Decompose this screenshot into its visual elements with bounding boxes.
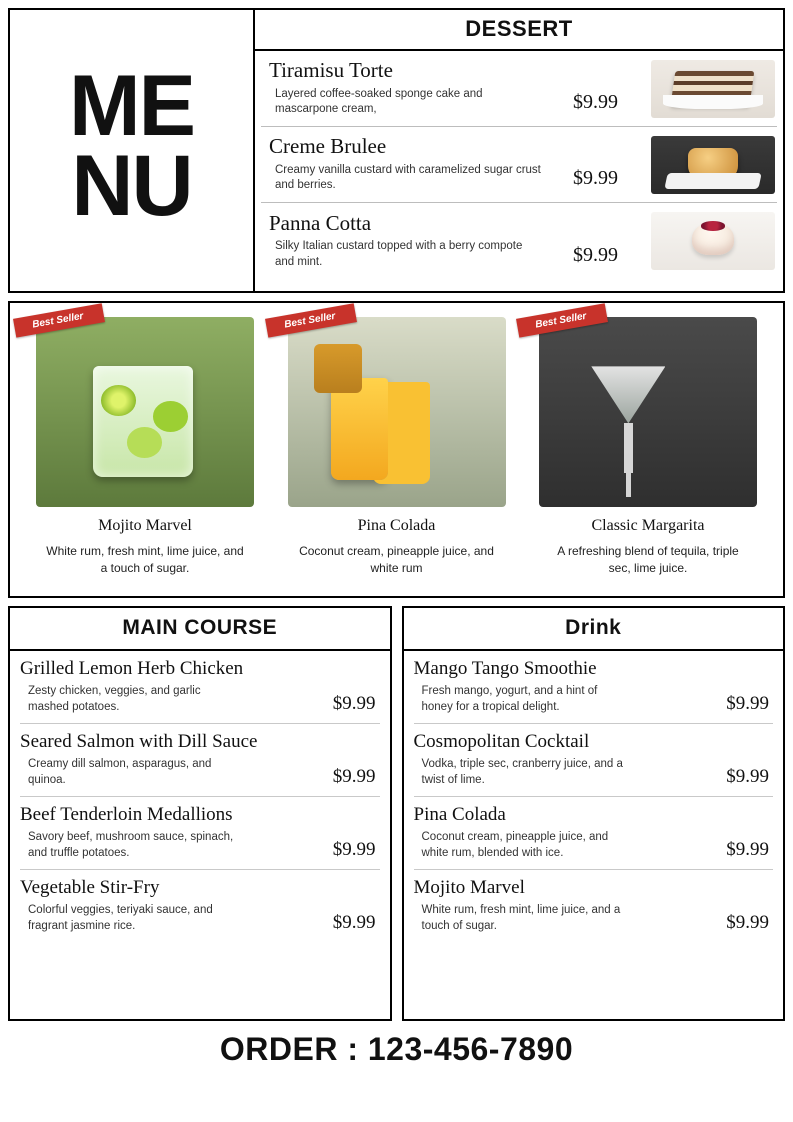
menu-item-desc: Creamy dill salmon, asparagus, and quinoa. xyxy=(28,757,212,786)
menu-item-desc: Coconut cream, pineapple juice, and white rum, blended with ice. xyxy=(421,830,609,859)
menu-item-name: Seared Salmon with Dill Sauce xyxy=(20,731,258,753)
mojito-photo xyxy=(36,317,254,507)
dessert-item-price: $9.99 xyxy=(573,91,618,113)
dessert-item-desc: Silky Italian custard topped with a berry compote and mint. xyxy=(275,240,523,268)
menu-wordmark xyxy=(10,10,255,291)
menu-item-desc: Fresh mango, yogurt, and a hint of honey for a tropical delight. xyxy=(421,684,598,713)
dessert-item-price: $9.99 xyxy=(573,244,618,266)
featured-drink-card[interactable] xyxy=(31,310,254,588)
margarita-photo xyxy=(539,317,757,507)
best-seller-badge: Best Seller xyxy=(265,303,357,337)
list-item[interactable] xyxy=(261,203,777,279)
pina-colada-photo xyxy=(288,317,506,507)
menu-item-price: $9.99 xyxy=(726,839,769,861)
menu-wordmark-line2: NU xyxy=(71,137,192,234)
menu-item-price: $9.99 xyxy=(726,912,769,934)
dessert-item-name: Creme Brulee xyxy=(269,134,387,159)
dessert-title: DESSERT xyxy=(255,10,783,51)
list-item[interactable] xyxy=(414,724,774,797)
menu-item-price: $9.99 xyxy=(332,912,376,934)
menu-item-name: Pina Colada xyxy=(413,804,506,826)
dessert-item-name: Panna Cotta xyxy=(269,210,372,235)
list-item[interactable] xyxy=(261,51,777,127)
menu-wordmark-line1: ME xyxy=(69,58,194,155)
featured-drink-card[interactable] xyxy=(534,310,757,588)
featured-drink-card[interactable] xyxy=(282,310,506,588)
menu-item-price: $9.99 xyxy=(726,693,769,715)
dessert-item-text xyxy=(263,212,573,270)
menu-item-desc: Savory beef, mushroom sauce, spinach, and truffle potatoes. xyxy=(28,830,234,859)
menu-item-price: $9.99 xyxy=(332,839,376,861)
list-item[interactable] xyxy=(414,797,774,870)
menu-item-name: Beef Tenderloin Medallions xyxy=(20,804,233,826)
tiramisu-photo xyxy=(651,60,775,118)
list-item[interactable] xyxy=(261,127,777,203)
best-seller-badge: Best Seller xyxy=(516,303,608,337)
drink-title: Drink xyxy=(404,608,784,651)
panna-cotta-photo xyxy=(651,212,775,270)
menu-item-name: Mojito Marvel xyxy=(413,877,525,899)
bottom-sections xyxy=(8,606,785,1021)
main-course-section xyxy=(8,606,392,1021)
list-item[interactable] xyxy=(20,651,380,724)
dessert-item-text xyxy=(263,59,573,117)
dessert-item-desc: Layered coffee-soaked sponge cake and mascarpone cream, xyxy=(275,87,483,116)
menu-item-price: $9.99 xyxy=(726,766,769,788)
dessert-item-name: Tiramisu Torte xyxy=(269,58,393,83)
menu-item-price: $9.99 xyxy=(332,766,376,788)
menu-item-name: Cosmopolitan Cocktail xyxy=(413,731,590,753)
menu-item-price: $9.99 xyxy=(332,693,376,715)
menu-item-name: Mango Tango Smoothie xyxy=(413,658,597,679)
featured-drink-name: Classic Margarita xyxy=(591,517,705,534)
menu-item-name: Vegetable Stir-Fry xyxy=(20,877,160,899)
best-seller-badge: Best Seller xyxy=(13,303,105,337)
featured-drink-desc: White rum, fresh mint, lime juice, and a touch of sugar. xyxy=(46,544,244,576)
featured-drinks-section xyxy=(8,301,785,598)
featured-drink-desc: A refreshing blend of tequila, triple sec, lime juice. xyxy=(557,544,739,576)
list-item[interactable] xyxy=(20,797,380,870)
order-phone: ORDER : 123-456-7890 xyxy=(219,1031,574,1067)
dessert-item-desc: Creamy vanilla custard with caramelized sugar crust and berries. xyxy=(275,163,541,192)
featured-drink-name: Pina Colada xyxy=(357,517,436,534)
menu-item-desc: Zesty chicken, veggies, and garlic mashed potatoes. xyxy=(28,684,201,713)
menu-item-desc: Colorful veggies, teriyaki sauce, and fragrant jasmine rice. xyxy=(28,903,213,933)
creme-brulee-photo xyxy=(651,136,775,194)
menu-item-desc: Vodka, triple sec, cranberry juice, and a twist of lime. xyxy=(421,757,623,786)
top-section xyxy=(8,8,785,293)
list-item[interactable] xyxy=(20,724,380,797)
dessert-section xyxy=(255,10,783,291)
menu-item-desc: White rum, fresh mint, lime juice, and a touch of sugar. xyxy=(421,903,621,933)
dessert-item-price: $9.99 xyxy=(573,167,618,189)
featured-drink-desc: Coconut cream, pineapple juice, and white rum xyxy=(299,544,494,576)
main-course-list xyxy=(10,651,390,1019)
menu-item-name: Grilled Lemon Herb Chicken xyxy=(20,658,244,679)
dessert-list xyxy=(255,51,783,291)
main-course-title: MAIN COURSE xyxy=(10,608,390,651)
dessert-item-text xyxy=(263,135,573,193)
drink-list xyxy=(404,651,784,1019)
list-item[interactable] xyxy=(414,870,774,942)
list-item[interactable] xyxy=(20,870,380,942)
drink-section xyxy=(402,606,786,1021)
featured-drink-name: Mojito Marvel xyxy=(98,517,192,534)
list-item[interactable] xyxy=(414,651,774,724)
